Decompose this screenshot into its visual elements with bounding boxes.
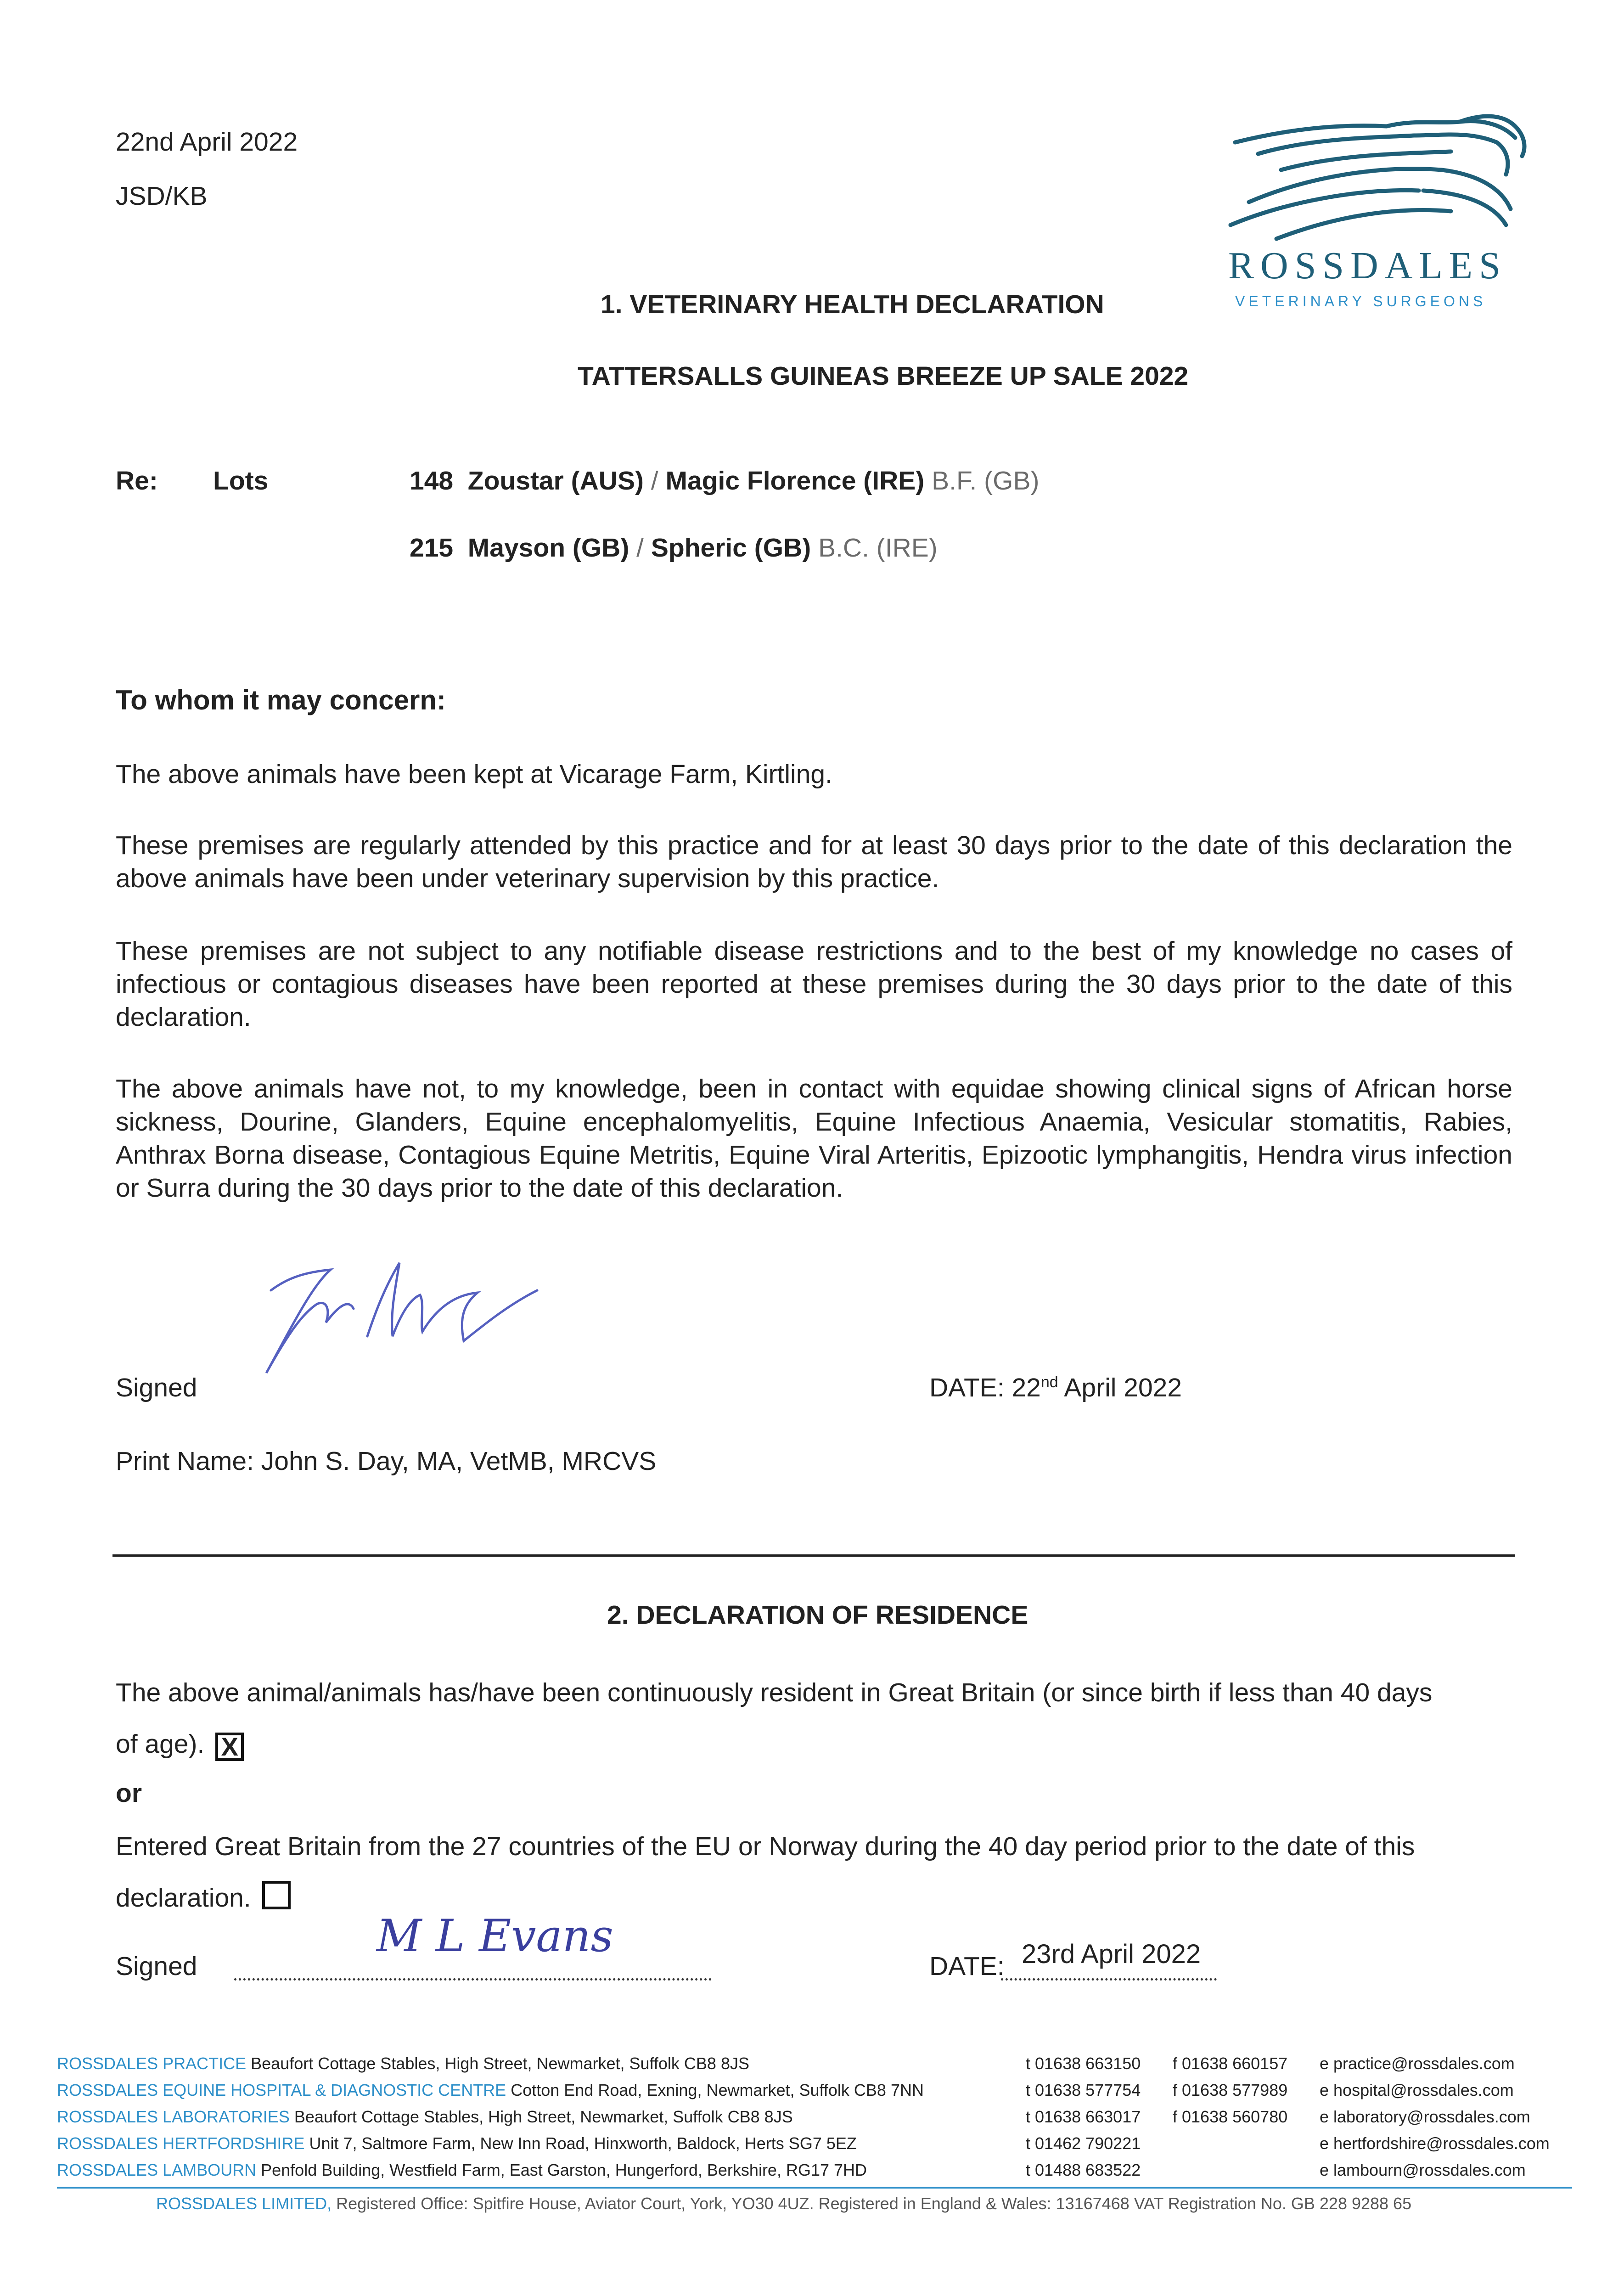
reference: JSD/KB — [116, 181, 208, 211]
letter-date: 22nd April 2022 — [116, 127, 298, 157]
resident-checkbox[interactable]: X — [215, 1733, 244, 1761]
signature-date: DATE: 22nd April 2022 — [929, 1373, 1182, 1402]
entered-checkbox[interactable] — [262, 1881, 291, 1909]
lot-dam: Magic Florence (IRE) — [665, 466, 925, 495]
horse-logo-icon — [1221, 110, 1534, 262]
footer-divider — [57, 2187, 1572, 2189]
section-divider — [112, 1554, 1515, 1557]
lot-sire: Mayson (GB) — [467, 533, 629, 563]
residence-option-1: The above animal/animals has/have been continuously resident in Great Britain (or since birth if less than 40 days of age). X — [116, 1678, 1433, 1761]
footer-row: ROSSDALES PRACTICE Beaufort Cottage Stables, High Street, Newmarket, Suffolk CB8 8JS t 01638 663150 f 01638 660157 e practice@rossdales.com — [57, 2054, 1515, 2073]
lot-detail: B.F. (GB) — [932, 466, 1040, 495]
section-2-title: 2. DECLARATION OF RESIDENCE — [607, 1600, 1028, 1630]
paragraph-restrictions: These premises are not subject to any notifiable disease restrictions and to the best of my knowledge no cases of infectious or contagious diseases have been reported at these premises during the 30 days prior to the date of this declaration. — [116, 936, 1512, 1032]
logo-tagline: VETERINARY SURGEONS — [1235, 293, 1487, 310]
lot-detail: B.C. (IRE) — [818, 533, 938, 563]
footer-contacts — [57, 2050, 1563, 2183]
rossdales-logo — [1221, 110, 1534, 331]
footer-row: ROSSDALES LAMBOURN Penfold Building, Westfield Farm, East Garston, Hungerford, Berkshire, RG17 7HD t 01488 683522 e lambourn@rossdales.com — [57, 2161, 1526, 2179]
lots-label: Lots — [213, 466, 269, 495]
footer-row: ROSSDALES HERTFORDSHIRE Unit 7, Saltmore Farm, New Inn Road, Hinxworth, Baldock, Herts SG7 5EZ t 01462 790221 e hertfordshire@rossdales.com — [57, 2134, 1550, 2153]
sale-title: TATTERSALLS GUINEAS BREEZE UP SALE 2022 — [578, 361, 1189, 391]
or-label: or — [116, 1778, 142, 1808]
paragraph-supervision: These premises are regularly attended by this practice and for at least 30 days prior to the date of this declaration the above animals have been under veterinary supervision by this practice. — [116, 831, 1512, 893]
lot-line: 215 Mayson (GB) / Spheric (GB) B.C. (IRE) — [410, 533, 938, 563]
footer-row: ROSSDALES EQUINE HOSPITAL & DIAGNOSTIC CENTRE Cotton End Road, Exning, Newmarket, Suffolk CB8 7NN t 01638 577754 f 01638 577989 e hospital@rossdales.com — [57, 2081, 1514, 2099]
lot-number: 148 — [410, 466, 454, 495]
residence-date-value: 23rd April 2022 — [1022, 1939, 1201, 1969]
signature-graphic — [262, 1249, 546, 1387]
signed-label: Signed — [116, 1373, 197, 1402]
paragraph-diseases: The above animals have not, to my knowledge, been in contact with equidae showing clinical signs of African horse sickness, Dourine, Glanders, Equine encephalomyelitis, Equine Infectious Anaemia, Vesicular stomatitis, Rabies, Anthrax Borna disease, Contagious Equine Metritis, Equine Viral Arteritis, Epizootic lymphangitis, Hendra virus infection or Surra during the 30 days prior to the date of this declaration. — [116, 1074, 1512, 1203]
registered-office: ROSSDALES LIMITED, Registered Office: Spitfire House, Aviator Court, York, YO30 4UZ. Registered in England & Wales: 13167468 VAT Registration No. GB 228 9288 65 — [156, 2194, 1412, 2213]
residence-signed-label: Signed — [116, 1952, 197, 1981]
lot-sire: Zoustar (AUS) — [467, 466, 644, 495]
logo-wordmark: ROSSDALES — [1228, 244, 1507, 287]
re-label: Re: — [116, 466, 158, 495]
section-1-title: 1. VETERINARY HEALTH DECLARATION — [601, 290, 1104, 319]
paragraph-premises: The above animals have been kept at Vicarage Farm, Kirtling. — [116, 760, 832, 789]
lot-dam: Spheric (GB) — [651, 533, 811, 563]
residence-option-2: Entered Great Britain from the 27 countries of the EU or Norway during the 40 day period prior to the date of this declaration. — [116, 1832, 1415, 1913]
lot-number: 215 — [410, 533, 454, 563]
residence-signature: M L Evans — [376, 1910, 613, 1962]
footer-row: ROSSDALES LABORATORIES Beaufort Cottage Stables, High Street, Newmarket, Suffolk CB8 8JS t 01638 663017 f 01638 560780 e laboratory@rossdales.com — [57, 2107, 1530, 2126]
residence-date-label: DATE: — [929, 1952, 1005, 1981]
lot-line: 148 Zoustar (AUS) / Magic Florence (IRE) B.F. (GB) — [410, 466, 1040, 495]
print-name: Print Name: John S. Day, MA, VetMB, MRCVS — [116, 1446, 657, 1476]
salutation: To whom it may concern: — [116, 685, 446, 715]
